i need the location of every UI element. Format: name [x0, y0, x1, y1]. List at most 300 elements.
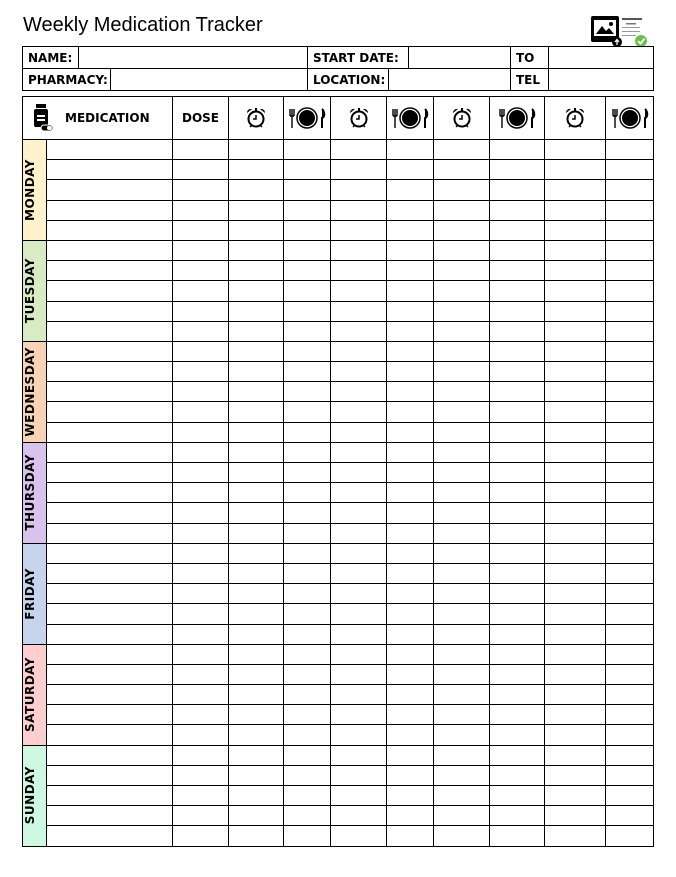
location-field[interactable]: [389, 69, 511, 91]
checkbox-cell[interactable]: [545, 442, 606, 462]
checkbox-cell[interactable]: [331, 341, 387, 361]
checkbox-cell[interactable]: [331, 563, 387, 583]
checkbox-cell[interactable]: [331, 685, 387, 705]
checkbox-cell[interactable]: [606, 442, 654, 462]
medication-cell[interactable]: [47, 180, 173, 200]
checkbox-cell[interactable]: [545, 584, 606, 604]
checkbox-cell[interactable]: [331, 503, 387, 523]
checkbox-cell[interactable]: [434, 584, 490, 604]
dose-cell[interactable]: [173, 220, 229, 240]
checkbox-cell[interactable]: [387, 382, 434, 402]
checkbox-cell[interactable]: [545, 563, 606, 583]
checkbox-cell[interactable]: [229, 604, 284, 624]
medication-cell[interactable]: [47, 786, 173, 806]
checkbox-cell[interactable]: [490, 382, 545, 402]
checkbox-cell[interactable]: [434, 220, 490, 240]
checkbox-cell[interactable]: [229, 362, 284, 382]
checkbox-cell[interactable]: [606, 725, 654, 745]
checkbox-cell[interactable]: [229, 725, 284, 745]
checkbox-cell[interactable]: [229, 765, 284, 785]
checkbox-cell[interactable]: [434, 664, 490, 684]
checkbox-cell[interactable]: [490, 826, 545, 846]
checkbox-cell[interactable]: [387, 362, 434, 382]
checkbox-cell[interactable]: [284, 261, 331, 281]
checkbox-cell[interactable]: [606, 483, 654, 503]
medication-cell[interactable]: [47, 382, 173, 402]
checkbox-cell[interactable]: [387, 624, 434, 644]
checkbox-cell[interactable]: [331, 140, 387, 160]
checkbox-cell[interactable]: [545, 483, 606, 503]
checkbox-cell[interactable]: [229, 584, 284, 604]
checkbox-cell[interactable]: [434, 180, 490, 200]
dose-cell[interactable]: [173, 240, 229, 260]
dose-cell[interactable]: [173, 402, 229, 422]
checkbox-cell[interactable]: [331, 301, 387, 321]
checkbox-cell[interactable]: [545, 180, 606, 200]
checkbox-cell[interactable]: [434, 160, 490, 180]
checkbox-cell[interactable]: [331, 745, 387, 765]
dose-cell[interactable]: [173, 341, 229, 361]
dose-cell[interactable]: [173, 786, 229, 806]
medication-cell[interactable]: [47, 725, 173, 745]
medication-cell[interactable]: [47, 685, 173, 705]
checkbox-cell[interactable]: [434, 140, 490, 160]
checkbox-cell[interactable]: [545, 664, 606, 684]
checkbox-cell[interactable]: [545, 240, 606, 260]
checkbox-cell[interactable]: [545, 402, 606, 422]
checkbox-cell[interactable]: [490, 442, 545, 462]
checkbox-cell[interactable]: [331, 604, 387, 624]
checkbox-cell[interactable]: [545, 685, 606, 705]
medication-cell[interactable]: [47, 321, 173, 341]
dose-cell[interactable]: [173, 604, 229, 624]
checkbox-cell[interactable]: [434, 301, 490, 321]
checkbox-cell[interactable]: [490, 786, 545, 806]
checkbox-cell[interactable]: [434, 826, 490, 846]
dose-cell[interactable]: [173, 483, 229, 503]
name-field[interactable]: [79, 47, 308, 69]
checkbox-cell[interactable]: [434, 604, 490, 624]
checkbox-cell[interactable]: [331, 584, 387, 604]
checkbox-cell[interactable]: [434, 786, 490, 806]
checkbox-cell[interactable]: [387, 422, 434, 442]
dose-cell[interactable]: [173, 685, 229, 705]
checkbox-cell[interactable]: [331, 220, 387, 240]
dose-cell[interactable]: [173, 301, 229, 321]
dose-cell[interactable]: [173, 826, 229, 846]
dose-cell[interactable]: [173, 765, 229, 785]
checkbox-cell[interactable]: [490, 664, 545, 684]
checkbox-cell[interactable]: [331, 523, 387, 543]
checkbox-cell[interactable]: [387, 220, 434, 240]
checkbox-cell[interactable]: [284, 584, 331, 604]
dose-cell[interactable]: [173, 200, 229, 220]
checkbox-cell[interactable]: [545, 321, 606, 341]
checkbox-cell[interactable]: [284, 523, 331, 543]
checkbox-cell[interactable]: [387, 604, 434, 624]
checkbox-cell[interactable]: [606, 382, 654, 402]
checkbox-cell[interactable]: [387, 644, 434, 664]
medication-cell[interactable]: [47, 705, 173, 725]
checkbox-cell[interactable]: [545, 644, 606, 664]
checkbox-cell[interactable]: [387, 321, 434, 341]
checkbox-cell[interactable]: [331, 705, 387, 725]
checkbox-cell[interactable]: [434, 563, 490, 583]
checkbox-cell[interactable]: [490, 765, 545, 785]
checkbox-cell[interactable]: [606, 362, 654, 382]
checkbox-cell[interactable]: [490, 705, 545, 725]
checkbox-cell[interactable]: [545, 160, 606, 180]
checkbox-cell[interactable]: [387, 180, 434, 200]
pharmacy-field[interactable]: [111, 69, 308, 91]
checkbox-cell[interactable]: [490, 806, 545, 826]
checkbox-cell[interactable]: [434, 705, 490, 725]
checkbox-cell[interactable]: [229, 321, 284, 341]
medication-cell[interactable]: [47, 503, 173, 523]
dose-cell[interactable]: [173, 180, 229, 200]
checkbox-cell[interactable]: [606, 301, 654, 321]
dose-cell[interactable]: [173, 261, 229, 281]
checkbox-cell[interactable]: [490, 422, 545, 442]
checkbox-cell[interactable]: [229, 240, 284, 260]
checkbox-cell[interactable]: [545, 543, 606, 563]
checkbox-cell[interactable]: [387, 745, 434, 765]
checkbox-cell[interactable]: [229, 523, 284, 543]
medication-cell[interactable]: [47, 220, 173, 240]
checkbox-cell[interactable]: [284, 705, 331, 725]
checkbox-cell[interactable]: [490, 341, 545, 361]
checkbox-cell[interactable]: [606, 644, 654, 664]
checkbox-cell[interactable]: [606, 563, 654, 583]
checkbox-cell[interactable]: [387, 160, 434, 180]
checkbox-cell[interactable]: [545, 463, 606, 483]
medication-cell[interactable]: [47, 806, 173, 826]
checkbox-cell[interactable]: [606, 422, 654, 442]
checkbox-cell[interactable]: [387, 664, 434, 684]
checkbox-cell[interactable]: [545, 362, 606, 382]
checkbox-cell[interactable]: [606, 745, 654, 765]
checkbox-cell[interactable]: [284, 382, 331, 402]
checkbox-cell[interactable]: [331, 160, 387, 180]
checkbox-cell[interactable]: [229, 543, 284, 563]
checkbox-cell[interactable]: [284, 321, 331, 341]
checkbox-cell[interactable]: [545, 624, 606, 644]
checkbox-cell[interactable]: [229, 806, 284, 826]
dose-cell[interactable]: [173, 140, 229, 160]
checkbox-cell[interactable]: [229, 200, 284, 220]
checkbox-cell[interactable]: [434, 483, 490, 503]
checkbox-cell[interactable]: [434, 624, 490, 644]
dose-cell[interactable]: [173, 563, 229, 583]
checkbox-cell[interactable]: [284, 503, 331, 523]
medication-cell[interactable]: [47, 826, 173, 846]
dose-cell[interactable]: [173, 543, 229, 563]
checkbox-cell[interactable]: [545, 745, 606, 765]
checkbox-cell[interactable]: [434, 644, 490, 664]
checkbox-cell[interactable]: [606, 765, 654, 785]
checkbox-cell[interactable]: [606, 140, 654, 160]
checkbox-cell[interactable]: [331, 826, 387, 846]
checkbox-cell[interactable]: [284, 341, 331, 361]
medication-cell[interactable]: [47, 362, 173, 382]
checkbox-cell[interactable]: [606, 543, 654, 563]
checkbox-cell[interactable]: [490, 483, 545, 503]
checkbox-cell[interactable]: [284, 301, 331, 321]
checkbox-cell[interactable]: [284, 826, 331, 846]
checkbox-cell[interactable]: [331, 261, 387, 281]
checkbox-cell[interactable]: [229, 563, 284, 583]
checkbox-cell[interactable]: [490, 604, 545, 624]
medication-cell[interactable]: [47, 341, 173, 361]
checkbox-cell[interactable]: [331, 664, 387, 684]
checkbox-cell[interactable]: [490, 200, 545, 220]
checkbox-cell[interactable]: [434, 725, 490, 745]
checkbox-cell[interactable]: [490, 644, 545, 664]
checkbox-cell[interactable]: [490, 301, 545, 321]
checkbox-cell[interactable]: [284, 402, 331, 422]
checkbox-cell[interactable]: [331, 483, 387, 503]
checkbox-cell[interactable]: [606, 261, 654, 281]
checkbox-cell[interactable]: [434, 382, 490, 402]
checkbox-cell[interactable]: [545, 503, 606, 523]
checkbox-cell[interactable]: [387, 140, 434, 160]
checkbox-cell[interactable]: [387, 584, 434, 604]
checkbox-cell[interactable]: [434, 362, 490, 382]
checkbox-cell[interactable]: [331, 402, 387, 422]
medication-cell[interactable]: [47, 160, 173, 180]
checkbox-cell[interactable]: [387, 563, 434, 583]
checkbox-cell[interactable]: [387, 200, 434, 220]
checkbox-cell[interactable]: [387, 725, 434, 745]
checkbox-cell[interactable]: [490, 321, 545, 341]
checkbox-cell[interactable]: [229, 422, 284, 442]
checkbox-cell[interactable]: [229, 281, 284, 301]
checkbox-cell[interactable]: [387, 765, 434, 785]
checkbox-cell[interactable]: [284, 140, 331, 160]
checkbox-cell[interactable]: [606, 463, 654, 483]
medication-cell[interactable]: [47, 281, 173, 301]
checkbox-cell[interactable]: [606, 604, 654, 624]
checkbox-cell[interactable]: [545, 382, 606, 402]
checkbox-cell[interactable]: [434, 341, 490, 361]
checkbox-cell[interactable]: [284, 240, 331, 260]
checkbox-cell[interactable]: [229, 624, 284, 644]
checkbox-cell[interactable]: [490, 725, 545, 745]
dose-cell[interactable]: [173, 806, 229, 826]
checkbox-cell[interactable]: [331, 362, 387, 382]
checkbox-cell[interactable]: [331, 543, 387, 563]
dose-cell[interactable]: [173, 644, 229, 664]
checkbox-cell[interactable]: [284, 604, 331, 624]
checkbox-cell[interactable]: [545, 422, 606, 442]
checkbox-cell[interactable]: [229, 644, 284, 664]
checkbox-cell[interactable]: [490, 624, 545, 644]
checkbox-cell[interactable]: [434, 261, 490, 281]
checkbox-cell[interactable]: [284, 463, 331, 483]
dose-cell[interactable]: [173, 160, 229, 180]
medication-cell[interactable]: [47, 624, 173, 644]
checkbox-cell[interactable]: [229, 140, 284, 160]
checkbox-cell[interactable]: [284, 543, 331, 563]
checkbox-cell[interactable]: [229, 685, 284, 705]
checkbox-cell[interactable]: [545, 261, 606, 281]
medication-cell[interactable]: [47, 584, 173, 604]
checkbox-cell[interactable]: [606, 584, 654, 604]
checkbox-cell[interactable]: [490, 261, 545, 281]
medication-cell[interactable]: [47, 140, 173, 160]
checkbox-cell[interactable]: [284, 745, 331, 765]
medication-cell[interactable]: [47, 745, 173, 765]
dose-cell[interactable]: [173, 362, 229, 382]
checkbox-cell[interactable]: [387, 402, 434, 422]
checkbox-cell[interactable]: [387, 543, 434, 563]
dose-cell[interactable]: [173, 382, 229, 402]
checkbox-cell[interactable]: [545, 826, 606, 846]
checkbox-cell[interactable]: [490, 543, 545, 563]
checkbox-cell[interactable]: [490, 240, 545, 260]
checkbox-cell[interactable]: [331, 321, 387, 341]
dose-cell[interactable]: [173, 463, 229, 483]
checkbox-cell[interactable]: [434, 745, 490, 765]
checkbox-cell[interactable]: [284, 765, 331, 785]
checkbox-cell[interactable]: [229, 786, 284, 806]
checkbox-cell[interactable]: [434, 503, 490, 523]
checkbox-cell[interactable]: [434, 240, 490, 260]
checkbox-cell[interactable]: [434, 685, 490, 705]
dose-cell[interactable]: [173, 321, 229, 341]
checkbox-cell[interactable]: [545, 200, 606, 220]
checkbox-cell[interactable]: [434, 523, 490, 543]
checkbox-cell[interactable]: [387, 705, 434, 725]
checkbox-cell[interactable]: [545, 220, 606, 240]
checkbox-cell[interactable]: [606, 685, 654, 705]
checkbox-cell[interactable]: [606, 503, 654, 523]
checkbox-cell[interactable]: [490, 220, 545, 240]
dose-cell[interactable]: [173, 705, 229, 725]
dose-cell[interactable]: [173, 664, 229, 684]
checkbox-cell[interactable]: [490, 584, 545, 604]
checkbox-cell[interactable]: [490, 281, 545, 301]
checkbox-cell[interactable]: [490, 402, 545, 422]
checkbox-cell[interactable]: [284, 563, 331, 583]
checkbox-cell[interactable]: [229, 442, 284, 462]
checkbox-cell[interactable]: [331, 422, 387, 442]
checkbox-cell[interactable]: [490, 140, 545, 160]
tel-field[interactable]: [549, 69, 654, 91]
checkbox-cell[interactable]: [387, 442, 434, 462]
checkbox-cell[interactable]: [606, 705, 654, 725]
checkbox-cell[interactable]: [606, 402, 654, 422]
medication-cell[interactable]: [47, 200, 173, 220]
medication-cell[interactable]: [47, 261, 173, 281]
checkbox-cell[interactable]: [284, 664, 331, 684]
checkbox-cell[interactable]: [284, 220, 331, 240]
medication-cell[interactable]: [47, 523, 173, 543]
checkbox-cell[interactable]: [606, 341, 654, 361]
to-date-field[interactable]: [549, 47, 654, 69]
checkbox-cell[interactable]: [606, 160, 654, 180]
checkbox-cell[interactable]: [229, 180, 284, 200]
checkbox-cell[interactable]: [387, 826, 434, 846]
checkbox-cell[interactable]: [490, 503, 545, 523]
checkbox-cell[interactable]: [387, 301, 434, 321]
medication-cell[interactable]: [47, 644, 173, 664]
checkbox-cell[interactable]: [606, 786, 654, 806]
checkbox-cell[interactable]: [545, 341, 606, 361]
checkbox-cell[interactable]: [434, 200, 490, 220]
checkbox-cell[interactable]: [331, 644, 387, 664]
dose-cell[interactable]: [173, 523, 229, 543]
checkbox-cell[interactable]: [229, 261, 284, 281]
medication-cell[interactable]: [47, 543, 173, 563]
checkbox-cell[interactable]: [284, 200, 331, 220]
checkbox-cell[interactable]: [331, 624, 387, 644]
checkbox-cell[interactable]: [229, 301, 284, 321]
dose-cell[interactable]: [173, 442, 229, 462]
checkbox-cell[interactable]: [284, 422, 331, 442]
checkbox-cell[interactable]: [284, 362, 331, 382]
checkbox-cell[interactable]: [229, 402, 284, 422]
checkbox-cell[interactable]: [545, 786, 606, 806]
checkbox-cell[interactable]: [434, 402, 490, 422]
checkbox-cell[interactable]: [490, 563, 545, 583]
checkbox-cell[interactable]: [606, 523, 654, 543]
checkbox-cell[interactable]: [284, 624, 331, 644]
medication-cell[interactable]: [47, 402, 173, 422]
checkbox-cell[interactable]: [284, 725, 331, 745]
dose-cell[interactable]: [173, 503, 229, 523]
checkbox-cell[interactable]: [387, 261, 434, 281]
checkbox-cell[interactable]: [490, 160, 545, 180]
checkbox-cell[interactable]: [490, 180, 545, 200]
checkbox-cell[interactable]: [331, 200, 387, 220]
checkbox-cell[interactable]: [387, 341, 434, 361]
checkbox-cell[interactable]: [606, 321, 654, 341]
checkbox-cell[interactable]: [490, 685, 545, 705]
medication-cell[interactable]: [47, 563, 173, 583]
checkbox-cell[interactable]: [387, 240, 434, 260]
checkbox-cell[interactable]: [434, 765, 490, 785]
checkbox-cell[interactable]: [545, 725, 606, 745]
checkbox-cell[interactable]: [229, 160, 284, 180]
checkbox-cell[interactable]: [545, 523, 606, 543]
checkbox-cell[interactable]: [284, 644, 331, 664]
checkbox-cell[interactable]: [331, 442, 387, 462]
checkbox-cell[interactable]: [434, 543, 490, 563]
checkbox-cell[interactable]: [545, 140, 606, 160]
dose-cell[interactable]: [173, 624, 229, 644]
dose-cell[interactable]: [173, 422, 229, 442]
checkbox-cell[interactable]: [387, 685, 434, 705]
checkbox-cell[interactable]: [229, 745, 284, 765]
checkbox-cell[interactable]: [284, 685, 331, 705]
checkbox-cell[interactable]: [229, 826, 284, 846]
checkbox-cell[interactable]: [331, 463, 387, 483]
checkbox-cell[interactable]: [331, 765, 387, 785]
checkbox-cell[interactable]: [229, 705, 284, 725]
checkbox-cell[interactable]: [490, 523, 545, 543]
checkbox-cell[interactable]: [387, 483, 434, 503]
checkbox-cell[interactable]: [434, 806, 490, 826]
checkbox-cell[interactable]: [284, 483, 331, 503]
medication-cell[interactable]: [47, 240, 173, 260]
checkbox-cell[interactable]: [606, 240, 654, 260]
medication-cell[interactable]: [47, 301, 173, 321]
dose-cell[interactable]: [173, 745, 229, 765]
medication-cell[interactable]: [47, 664, 173, 684]
checkbox-cell[interactable]: [490, 745, 545, 765]
checkbox-cell[interactable]: [331, 240, 387, 260]
